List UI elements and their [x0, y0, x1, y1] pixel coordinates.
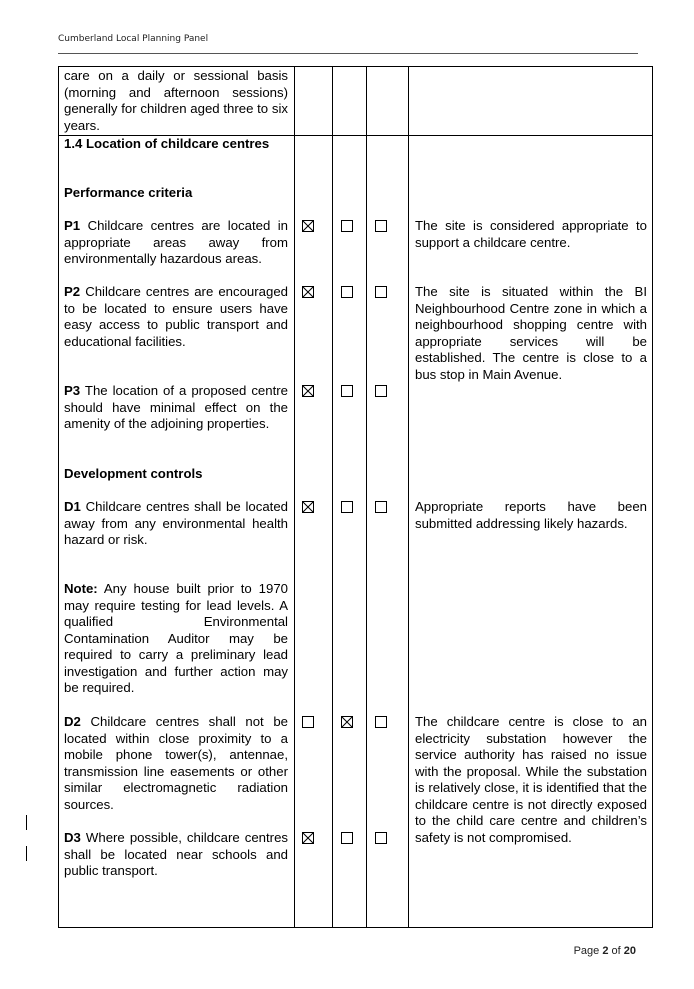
comment-d1: Appropriate reports have been submitted addressing likely hazards. [415, 499, 647, 531]
checkbox-checked [302, 501, 314, 513]
control-note [64, 581, 288, 697]
development-controls-heading: Development controls [64, 466, 203, 481]
criterion-text: Childcare centres are encouraged to be located to ensure users have easy access to public transport and educational facilities. [64, 284, 288, 349]
criterion-text: Childcare centres are located in appropriate areas away from environmentally hazardous areas. [64, 218, 288, 266]
table-col-border [294, 66, 295, 928]
criterion-label: P1 [64, 218, 81, 233]
control-label: D2 [64, 714, 81, 729]
table-col-border [58, 66, 59, 928]
checkbox-empty [375, 501, 387, 513]
table-top-border [58, 66, 653, 67]
section-heading: 1.4 Location of childcare centres [64, 136, 270, 151]
revision-bar [26, 815, 27, 830]
criterion-label: P3 [64, 383, 81, 398]
page-footer [574, 945, 636, 957]
checkbox-empty [375, 220, 387, 232]
checkbox-checked [302, 385, 314, 397]
control-label: D1 [64, 499, 81, 514]
criterion-label: P2 [64, 284, 81, 299]
control-text: Childcare centres shall be located away from any environmental health hazard or risk. [64, 499, 288, 547]
checkbox-checked [302, 220, 314, 232]
checkbox-empty [341, 286, 353, 298]
criterion-p3 [64, 383, 288, 433]
comment-d2: The childcare centre is close to an electricity substation however the service authority has raised no issue with the proposal. While the substation is relatively close, it is identified that the childcare centre is not directly exposed to the child care centre and children’s safety is not compromised. [415, 714, 647, 845]
control-label: D3 [64, 830, 81, 845]
checkbox-checked [341, 716, 353, 728]
header-rule [58, 53, 638, 54]
checkbox-empty [302, 716, 314, 728]
control-text: Childcare centres shall not be located within close proximity to a mobile phone tower(s), antennae, transmission line easements or other similar electromagnetic radiation sources. [64, 714, 289, 812]
checkbox-empty [341, 220, 353, 232]
page-prefix: Page [573, 945, 603, 957]
criterion-p1 [64, 218, 288, 268]
control-text: Where possible, childcare centres shall be located near schools and public transport. [64, 830, 288, 878]
table-col-border [652, 66, 653, 928]
checkbox-checked [302, 286, 314, 298]
total-pages: 20 [623, 945, 636, 957]
checkbox-checked [302, 832, 314, 844]
comment-p2: The site is situated within the BI Neighbourhood Centre zone in which a neighbourhood shopping centre with appropriate services will be established. The centre is close to a bus stop in Main Avenue. [415, 284, 647, 382]
checkbox-empty [375, 385, 387, 397]
table-col-border [408, 66, 409, 928]
performance-criteria-heading: Performance criteria [64, 185, 193, 200]
criterion-p2 [64, 284, 288, 350]
checkbox-empty [375, 832, 387, 844]
revision-bar [26, 846, 27, 861]
control-d3 [64, 830, 288, 880]
control-d2 [64, 714, 288, 813]
note-text: Any house built prior to 1970 may require testing for lead levels. A qualified Environmental Contamination Auditor may be required to carry a preliminary lead investigation and further action may be required. [64, 581, 288, 695]
page-of: of [608, 945, 624, 957]
checkbox-empty [375, 716, 387, 728]
comment-p1: The site is considered appropriate to support a childcare centre. [415, 218, 647, 250]
page-header-title: Cumberland Local Planning Panel [58, 34, 209, 44]
control-d1 [64, 499, 288, 549]
table-col-border [332, 66, 333, 928]
note-label: Note: [64, 581, 98, 596]
checkbox-empty [341, 832, 353, 844]
current-page: 2 [602, 945, 609, 957]
checkbox-empty [341, 501, 353, 513]
checkbox-empty [375, 286, 387, 298]
table-bottom-border [58, 927, 653, 928]
criterion-text: The location of a proposed centre should have minimal effect on the amenity of the adjoining properties. [64, 383, 288, 431]
table-col-border [366, 66, 367, 928]
continuation-text: care on a daily or sessional basis (morning and afternoon sessions) generally for children aged three to six years. [64, 68, 288, 133]
checkbox-empty [341, 385, 353, 397]
